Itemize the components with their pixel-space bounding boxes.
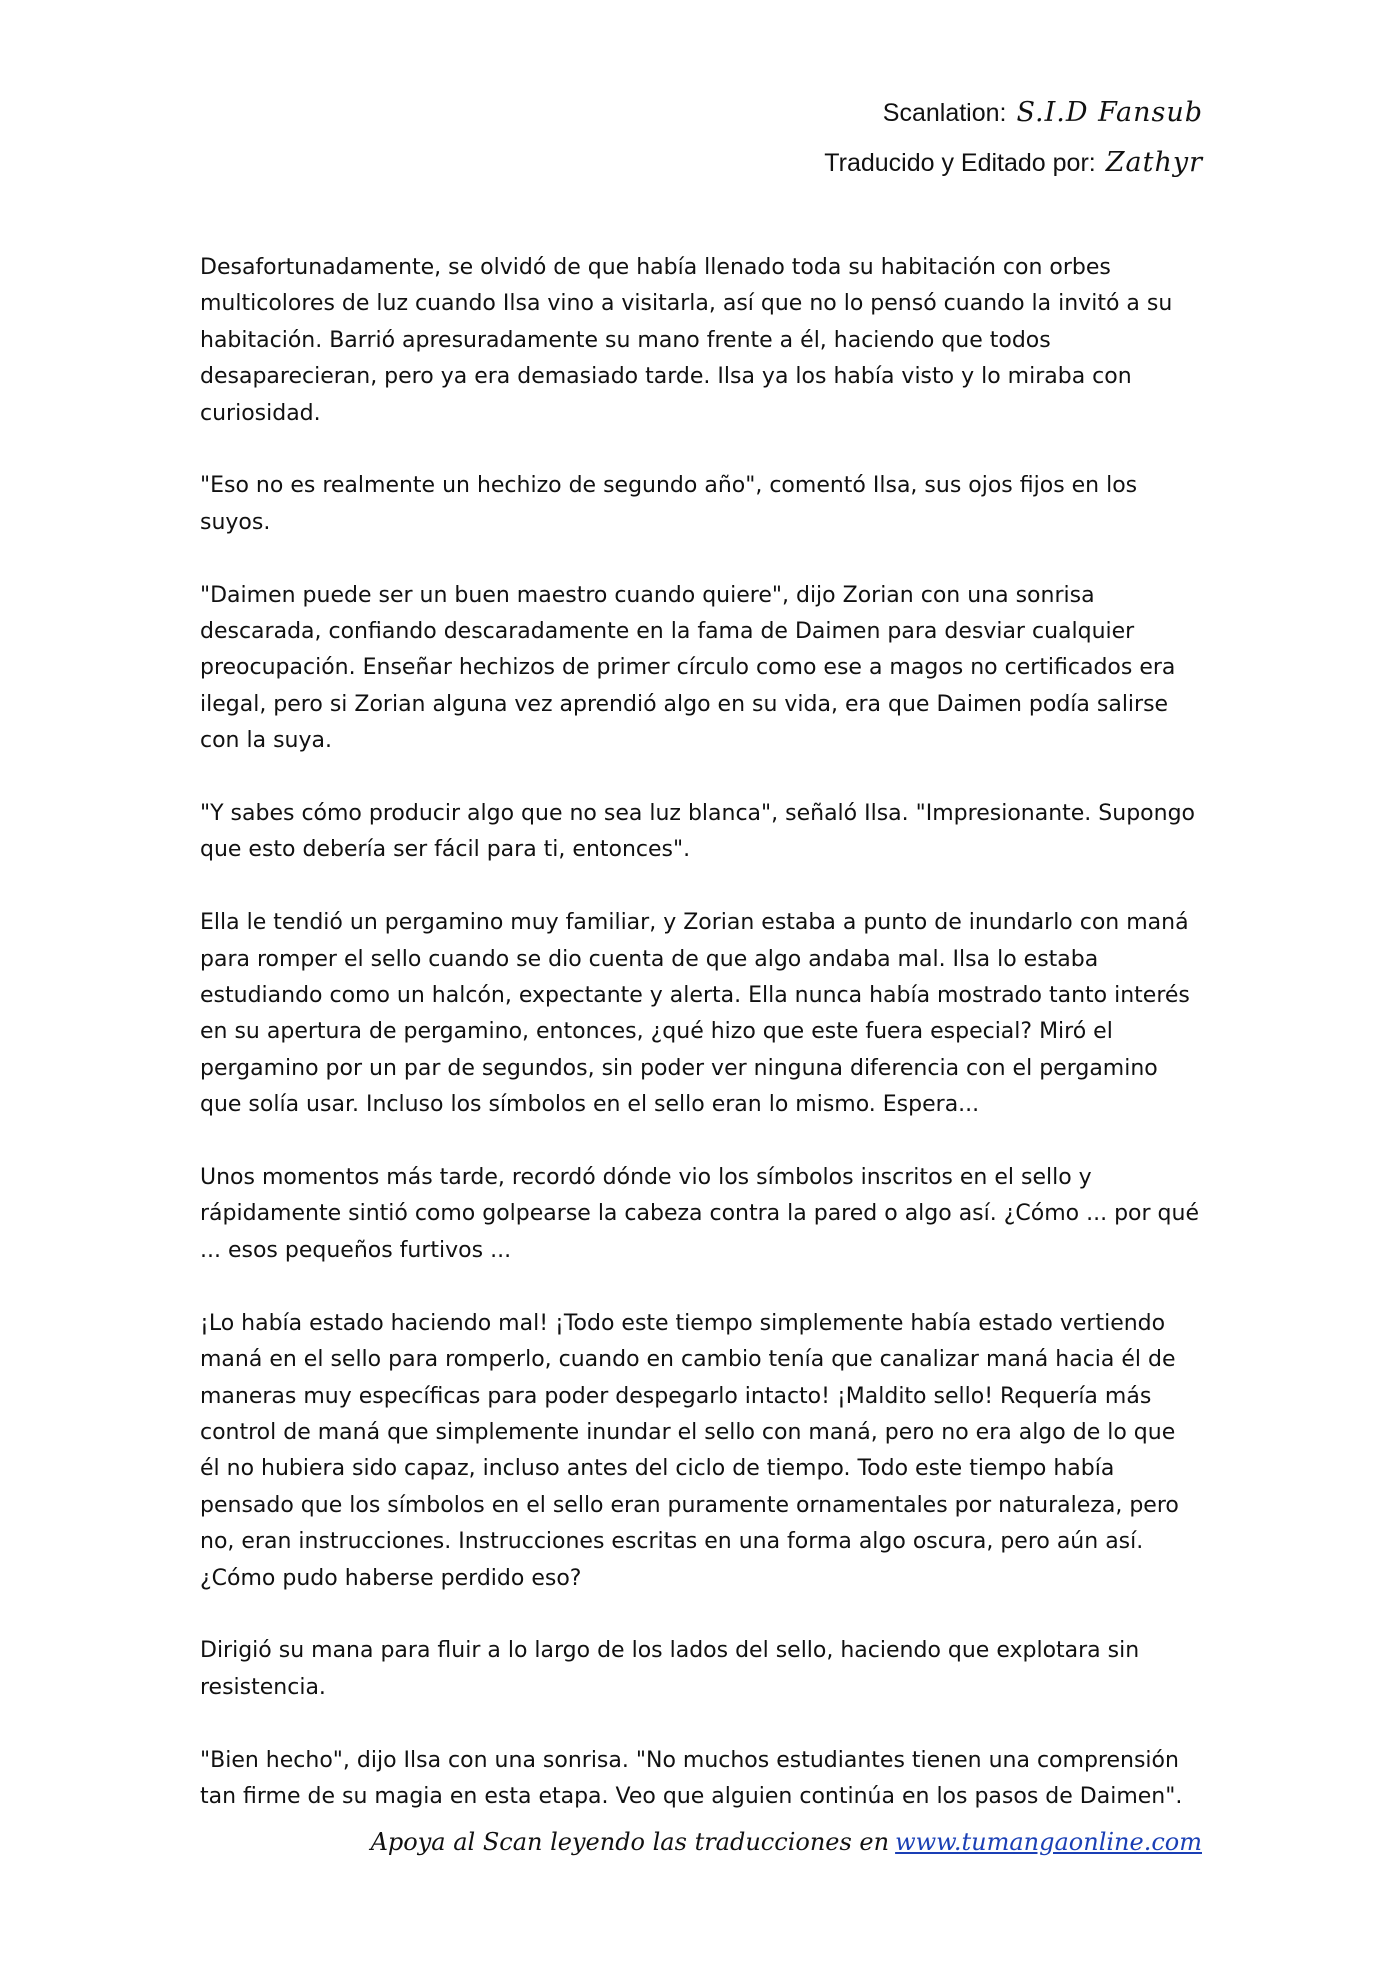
- scanlation-credit: [824, 88, 1203, 138]
- footer-text: Apoya al Scan leyendo las traducciones en: [370, 1828, 890, 1856]
- paragraph: Ella le tendió un pergamino muy familiar, y Zorian estaba a punto de inundarlo con maná para romper el sello cuando se dio cuenta de que algo andaba mal. Ilsa lo estaba estudiando como un halcón, expectante y alerta. Ella nunca había mostrado tanto interés en su apertura de pergamino, entonces, ¿qué hizo que este fuera especial? Miró el pergamino por un par de segundos, sin poder ver ninguna diferencia con el pergamino que solía usar. Incluso los símbolos en el sello eran lo mismo. Espera...: [200, 910, 1190, 1118]
- translator-credit: [824, 138, 1203, 188]
- scanlation-label: Scanlation:: [882, 99, 1007, 127]
- paragraph: ¡Lo había estado haciendo mal! ¡Todo este tiempo simplemente había estado vertiendo maná en el sello para romperlo, cuando en cambio tenía que canalizar maná hacia él de maneras muy específicas para poder despegarlo intacto! ¡Maldito sello! Requería más control de maná que simplemente inundar el sello con maná, pero no era algo de lo que él no hubiera sido capaz, incluso antes del ciclo de tiempo. Todo este tiempo había pensado que los símbolos en el sello eran puramente ornamentales por naturaleza, pero no, eran instrucciones. Instrucciones escritas en una forma algo oscura, pero aún así. ¿Cómo pudo haberse perdido eso?: [200, 1310, 1179, 1591]
- translator-name: Zathyr: [1105, 147, 1203, 178]
- paragraph: "Eso no es realmente un hechizo de segundo año", comentó Ilsa, sus ojos fijos en los suyos.: [200, 473, 1138, 535]
- scanlation-name: S.I.D Fansub: [1016, 97, 1203, 128]
- translator-label: Traducido y Editado por:: [824, 149, 1096, 177]
- footer-link[interactable]: www.tumangaonline.com: [895, 1828, 1202, 1856]
- paragraph: "Y sabes cómo producir algo que no sea luz blanca", señaló Ilsa. "Impresionante. Supongo que esto debería ser fácil para ti, entonces".: [200, 801, 1195, 863]
- page-footer: [371, 1828, 1202, 1856]
- story-body: [200, 250, 1200, 1852]
- paragraph: "Bien hecho", dijo Ilsa con una sonrisa. "No muchos estudiantes tienen una comprensión tan firme de su magia en esta etapa. Veo que alguien continúa en los pasos de Daimen".: [200, 1747, 1183, 1809]
- page-header: [824, 88, 1203, 188]
- paragraph: Unos momentos más tarde, recordó dónde vio los símbolos inscritos en el sello y rápidamente sintió como golpearse la cabeza contra la pared o algo así. ¿Cómo ... por qué ... esos pequeños furtivos ...: [200, 1165, 1200, 1263]
- paragraph: Dirigió su mana para fluir a lo largo de los lados del sello, haciendo que explotara sin resistencia.: [200, 1638, 1140, 1700]
- paragraph: "Daimen puede ser un buen maestro cuando quiere", dijo Zorian con una sonrisa descarada, confiando descaradamente en la fama de Daimen para desviar cualquier preocupación. Enseñar hechizos de primer círculo como ese a magos no certificados era ilegal, pero si Zorian alguna vez aprendió algo en su vida, era que Daimen podía salirse con la suya.: [200, 582, 1176, 754]
- paragraph: Desafortunadamente, se olvidó de que había llenado toda su habitación con orbes multicolores de luz cuando Ilsa vino a visitarla, así que no lo pensó cuando la invitó a su habitación. Barrió apresuradamente su mano frente a él, haciendo que todos desaparecieran, pero ya era demasiado tarde. Ilsa ya los había visto y lo miraba con curiosidad.: [200, 255, 1173, 426]
